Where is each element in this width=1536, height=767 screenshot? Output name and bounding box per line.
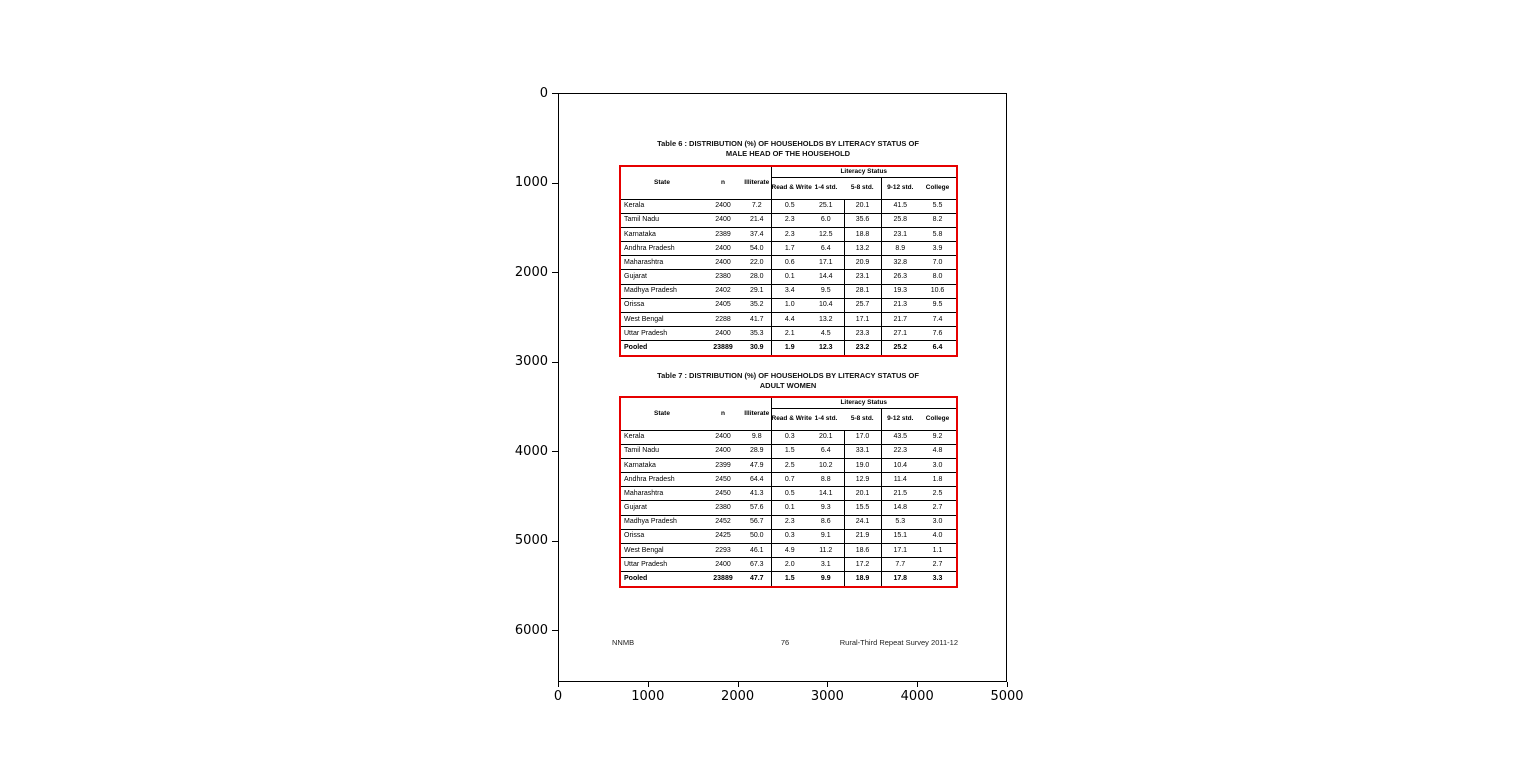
- table-cell: 0.3: [771, 529, 808, 543]
- table-cell: 14.8: [881, 501, 919, 515]
- y-tick-label: 6000: [514, 622, 548, 638]
- table-row: [621, 242, 956, 256]
- table-cell: 9.1: [808, 529, 844, 543]
- column-header: Illiterate: [743, 167, 771, 199]
- x-tick-mark: [738, 682, 739, 687]
- table-cell: 9.2: [919, 430, 956, 444]
- table-row: [621, 501, 956, 515]
- table-cell: 2389: [703, 227, 743, 241]
- table-cell: 28.0: [743, 270, 771, 284]
- table-cell: 56.7: [743, 515, 771, 529]
- table-row: [621, 227, 956, 241]
- table-cell: 20.1: [844, 199, 881, 213]
- table-cell: 2.7: [919, 558, 956, 572]
- table-cell: 12.5: [808, 227, 844, 241]
- table-cell: 0.5: [771, 199, 808, 213]
- table-cell: 4.0: [919, 529, 956, 543]
- table-cell: 20.1: [844, 487, 881, 501]
- table-cell: 14.4: [808, 270, 844, 284]
- table-cell: 3.3: [932, 575, 943, 583]
- y-tick-mark: [552, 541, 558, 542]
- table-cell: 5.8: [919, 227, 956, 241]
- y-tick-label: 0: [539, 85, 548, 101]
- table-cell: 0.6: [771, 256, 808, 270]
- group-header: Literacy Status: [771, 167, 956, 177]
- table-cell: 27.1: [881, 327, 919, 341]
- table-cell: 18.9: [844, 572, 881, 586]
- column-header: 1-4 std.: [808, 408, 844, 430]
- table-cell: 1.0: [771, 298, 808, 312]
- table-row: [621, 473, 956, 487]
- table-cell: 2400: [703, 213, 743, 227]
- y-tick-label: 5000: [514, 533, 548, 548]
- table-row: [621, 213, 956, 227]
- table7-title-line1: Table 7 : DISTRIBUTION (%) OF HOUSEHOLDS BY LITERACY STATUS OF: [657, 371, 919, 380]
- table-cell: 35.3: [743, 327, 771, 341]
- column-header: 5-8 std.: [844, 177, 881, 199]
- table-cell: 2.5: [919, 487, 956, 501]
- table-cell: 9.8: [743, 430, 771, 444]
- table-cell: 26.3: [881, 270, 919, 284]
- column-header: n: [703, 167, 743, 199]
- table-cell: 19.0: [844, 458, 881, 472]
- table-cell: 25.2: [881, 341, 919, 355]
- table-cell: Pooled: [624, 344, 648, 352]
- table-cell: 17.1: [808, 256, 844, 270]
- table-cell: 13.2: [808, 313, 844, 327]
- table-cell: Maharashtra: [621, 256, 703, 270]
- x-tick-label: 3000: [810, 689, 844, 704]
- table-cell: 13.2: [844, 242, 881, 256]
- table-cell: 47.7: [749, 575, 764, 583]
- table-cell: 6.4: [808, 444, 844, 458]
- y-tick-label: 1000: [514, 175, 548, 190]
- table-cell: 23.1: [844, 270, 881, 284]
- table-cell: 28.9: [743, 444, 771, 458]
- table-row: [621, 298, 956, 312]
- table-cell: 17.1: [844, 313, 881, 327]
- table-cell: 8.2: [919, 213, 956, 227]
- table-cell: 7.0: [919, 256, 956, 270]
- table-row: [621, 458, 956, 472]
- table-cell: Kerala: [621, 199, 703, 213]
- table-cell: 15.5: [844, 501, 881, 515]
- table-cell: 0.7: [771, 473, 808, 487]
- table-cell: 8.0: [919, 270, 956, 284]
- x-tick-label: 2000: [721, 689, 755, 704]
- table-row: [621, 430, 956, 444]
- x-tick-label: 4000: [900, 689, 934, 704]
- table-row: [621, 256, 956, 270]
- table-cell: Andhra Pradesh: [621, 242, 703, 256]
- table7-title-line2: ADULT WOMEN: [759, 380, 817, 390]
- table-cell: 2.3: [771, 213, 808, 227]
- table-cell: 17.2: [844, 558, 881, 572]
- table-cell: 67.3: [743, 558, 771, 572]
- table-cell: 1.1: [919, 544, 956, 558]
- table-row: [621, 444, 956, 458]
- data-table: [621, 398, 956, 586]
- table-cell: 10.4: [808, 298, 844, 312]
- table-cell: 2400: [703, 430, 743, 444]
- table-cell: 14.1: [808, 487, 844, 501]
- table-cell: 2380: [703, 270, 743, 284]
- table-cell: 1.5: [771, 444, 808, 458]
- table-cell: 17.0: [844, 430, 881, 444]
- table-cell: 2400: [703, 242, 743, 256]
- x-tick-mark: [917, 682, 918, 687]
- table-cell: 2452: [703, 515, 743, 529]
- table-cell: 33.1: [844, 444, 881, 458]
- table-cell: 2.7: [919, 501, 956, 515]
- table-cell: 43.5: [881, 430, 919, 444]
- table-row: [621, 558, 956, 572]
- y-tick-mark: [552, 272, 558, 273]
- table-cell: 2399: [703, 458, 743, 472]
- table-cell: 2288: [703, 313, 743, 327]
- table-cell: 23889: [713, 344, 733, 352]
- table-cell: West Bengal: [621, 313, 703, 327]
- column-header: 9-12 std.: [881, 408, 919, 430]
- table-cell: 57.6: [743, 501, 771, 515]
- table-cell: 7.6: [919, 327, 956, 341]
- table-cell: 18.6: [844, 544, 881, 558]
- table-cell: Tamil Nadu: [621, 213, 703, 227]
- table-cell: 0.5: [771, 487, 808, 501]
- table-cell: 6.0: [808, 213, 844, 227]
- table-row: [621, 327, 956, 341]
- group-header: Literacy Status: [771, 398, 956, 408]
- table-cell: 10.2: [808, 458, 844, 472]
- table-cell: 2400: [703, 558, 743, 572]
- table-cell: Madhya Pradesh: [621, 515, 703, 529]
- table-cell: 1.7: [771, 242, 808, 256]
- table-cell: 9.9: [820, 575, 831, 583]
- column-header: 5-8 std.: [844, 408, 881, 430]
- table-cell: 25.7: [844, 298, 881, 312]
- column-header: College: [919, 177, 956, 199]
- table-cell: 22.0: [743, 256, 771, 270]
- table-cell: 7.4: [919, 313, 956, 327]
- table-row: [621, 199, 956, 213]
- table-cell: Orissa: [621, 529, 703, 543]
- table-cell: 28.1: [844, 284, 881, 298]
- table-cell: Tamil Nadu: [621, 444, 703, 458]
- table-cell: Karnataka: [621, 458, 703, 472]
- table-cell: West Bengal: [621, 544, 703, 558]
- table-cell: 23.1: [881, 227, 919, 241]
- table-cell: 47.9: [743, 458, 771, 472]
- y-tick-label: 2000: [514, 264, 548, 280]
- column-header: State: [621, 398, 703, 430]
- table-cell: Uttar Pradesh: [621, 558, 703, 572]
- table-cell: 1.8: [919, 473, 956, 487]
- table-cell: 37.4: [743, 227, 771, 241]
- table-cell: 3.9: [919, 242, 956, 256]
- table-cell: 4.5: [808, 327, 844, 341]
- table-cell: 4.4: [771, 313, 808, 327]
- column-header: Read & Write: [771, 408, 808, 430]
- column-header: Read & Write: [771, 177, 808, 199]
- table-cell: Madhya Pradesh: [621, 284, 703, 298]
- table-row: [621, 529, 956, 543]
- table-cell: 3.0: [919, 458, 956, 472]
- column-header: College: [919, 408, 956, 430]
- table-cell: 15.1: [881, 529, 919, 543]
- column-header: 9-12 std.: [881, 177, 919, 199]
- table-cell: 25.8: [881, 213, 919, 227]
- table-cell: Gujarat: [621, 501, 703, 515]
- x-tick-mark: [558, 682, 559, 687]
- table-cell: 11.4: [881, 473, 919, 487]
- table-cell: 2400: [703, 256, 743, 270]
- y-tick-mark: [552, 362, 558, 363]
- table-row: [621, 544, 956, 558]
- table-cell: 50.0: [743, 529, 771, 543]
- table6-title-line2: MALE HEAD OF THE HOUSEHOLD: [725, 148, 851, 158]
- table-cell: 2.1: [771, 327, 808, 341]
- table-cell: 1.5: [771, 572, 808, 586]
- table-male-head-literacy: [619, 165, 958, 357]
- footer-page-number: 76: [780, 638, 790, 647]
- table-cell: Kerala: [621, 430, 703, 444]
- table-cell: 20.9: [844, 256, 881, 270]
- table-cell: 21.4: [743, 213, 771, 227]
- column-header: 1-4 std.: [808, 177, 844, 199]
- y-tick-mark: [552, 630, 558, 631]
- table-row: [621, 515, 956, 529]
- table-cell: 9.3: [808, 501, 844, 515]
- table-cell: 2.0: [771, 558, 808, 572]
- table-cell: 2402: [703, 284, 743, 298]
- table-cell: 54.0: [743, 242, 771, 256]
- x-tick-label: 0: [553, 689, 563, 704]
- header-group-row: [621, 167, 956, 177]
- column-header: Illiterate: [743, 398, 771, 430]
- pooled-row: [621, 572, 956, 586]
- table-cell: 21.7: [881, 313, 919, 327]
- table-cell: 8.8: [808, 473, 844, 487]
- table-row: [621, 487, 956, 501]
- table-cell: 21.9: [844, 529, 881, 543]
- table-cell: 21.3: [881, 298, 919, 312]
- table-cell: 23.2: [844, 341, 881, 355]
- footer-right: Rural-Third Repeat Survey 2011-12: [839, 638, 958, 647]
- table-cell: 2400: [703, 444, 743, 458]
- pooled-row: [621, 341, 956, 355]
- table-cell: 5.5: [919, 199, 956, 213]
- table-cell: Gujarat: [621, 270, 703, 284]
- table-cell: 6.4: [808, 242, 844, 256]
- table-cell: 0.3: [771, 430, 808, 444]
- table-cell: 5.3: [881, 515, 919, 529]
- x-tick-label: 5000: [990, 689, 1024, 704]
- table-cell: 7.7: [881, 558, 919, 572]
- footer-left: NNMB: [612, 638, 635, 647]
- table-cell: 2400: [703, 199, 743, 213]
- table-cell: 19.3: [881, 284, 919, 298]
- x-tick-mark: [827, 682, 828, 687]
- table-cell: 4.8: [919, 444, 956, 458]
- table-cell: 2293: [703, 544, 743, 558]
- table-cell: Uttar Pradesh: [621, 327, 703, 341]
- table-cell: 2450: [703, 487, 743, 501]
- table-cell: Andhra Pradesh: [621, 473, 703, 487]
- y-tick-mark: [552, 93, 558, 94]
- data-table: [621, 167, 956, 355]
- table-cell: 12.3: [818, 344, 833, 352]
- table-cell: 8.6: [808, 515, 844, 529]
- table-cell: 2405: [703, 298, 743, 312]
- table-cell: 24.1: [844, 515, 881, 529]
- table-cell: Karnataka: [621, 227, 703, 241]
- y-tick-label: 3000: [514, 354, 548, 369]
- table-cell: 12.9: [844, 473, 881, 487]
- x-tick-mark: [648, 682, 649, 687]
- table-cell: 21.5: [881, 487, 919, 501]
- table-cell: 4.9: [771, 544, 808, 558]
- table-cell: 9.5: [808, 284, 844, 298]
- table-cell: 30.9: [749, 344, 764, 352]
- table-cell: 2380: [703, 501, 743, 515]
- table-cell: 64.4: [743, 473, 771, 487]
- table-cell: 3.0: [919, 515, 956, 529]
- y-tick-label: 4000: [514, 443, 548, 459]
- x-tick-label: 1000: [631, 689, 665, 704]
- table-cell: 2.3: [771, 515, 808, 529]
- table-cell: Pooled: [624, 575, 648, 583]
- y-tick-mark: [552, 183, 558, 184]
- table-cell: 23889: [713, 575, 733, 583]
- table-cell: 0.1: [771, 501, 808, 515]
- table-cell: 2425: [703, 529, 743, 543]
- table-cell: 0.1: [771, 270, 808, 284]
- table-cell: Orissa: [621, 298, 703, 312]
- table-cell: 10.4: [881, 458, 919, 472]
- table-cell: 2.5: [771, 458, 808, 472]
- header-group-row: [621, 398, 956, 408]
- table-cell: 9.5: [919, 298, 956, 312]
- table-cell: 7.2: [743, 199, 771, 213]
- column-header: n: [703, 398, 743, 430]
- table-cell: 10.6: [919, 284, 956, 298]
- x-tick-mark: [1007, 682, 1008, 687]
- table-cell: 41.5: [881, 199, 919, 213]
- table6-title-line1: Table 6 : DISTRIBUTION (%) OF HOUSEHOLDS BY LITERACY STATUS OF: [657, 139, 919, 148]
- table-cell: 23.3: [844, 327, 881, 341]
- table-cell: 35.2: [743, 298, 771, 312]
- table-cell: Maharashtra: [621, 487, 703, 501]
- table-cell: 2400: [703, 327, 743, 341]
- table-cell: 32.8: [881, 256, 919, 270]
- table-row: [621, 284, 956, 298]
- table-cell: 20.1: [808, 430, 844, 444]
- table-cell: 35.6: [844, 213, 881, 227]
- table-cell: 1.9: [771, 341, 808, 355]
- table-row: [621, 313, 956, 327]
- table-cell: 46.1: [743, 544, 771, 558]
- table-cell: 6.4: [932, 344, 943, 352]
- table-cell: 11.2: [808, 544, 844, 558]
- table-cell: 22.3: [881, 444, 919, 458]
- y-tick-mark: [552, 451, 558, 452]
- table-cell: 8.9: [881, 242, 919, 256]
- table-cell: 3.1: [808, 558, 844, 572]
- table-cell: 3.4: [771, 284, 808, 298]
- table-cell: 41.7: [743, 313, 771, 327]
- table-adult-women-literacy: [619, 396, 958, 588]
- table-cell: 25.1: [808, 199, 844, 213]
- table-row: [621, 270, 956, 284]
- table-cell: 18.8: [844, 227, 881, 241]
- table-cell: 2450: [703, 473, 743, 487]
- table-cell: 17.8: [881, 572, 919, 586]
- table-cell: 17.1: [881, 544, 919, 558]
- column-header: State: [621, 167, 703, 199]
- table-cell: 2.3: [771, 227, 808, 241]
- table-cell: 29.1: [743, 284, 771, 298]
- table-cell: 41.3: [743, 487, 771, 501]
